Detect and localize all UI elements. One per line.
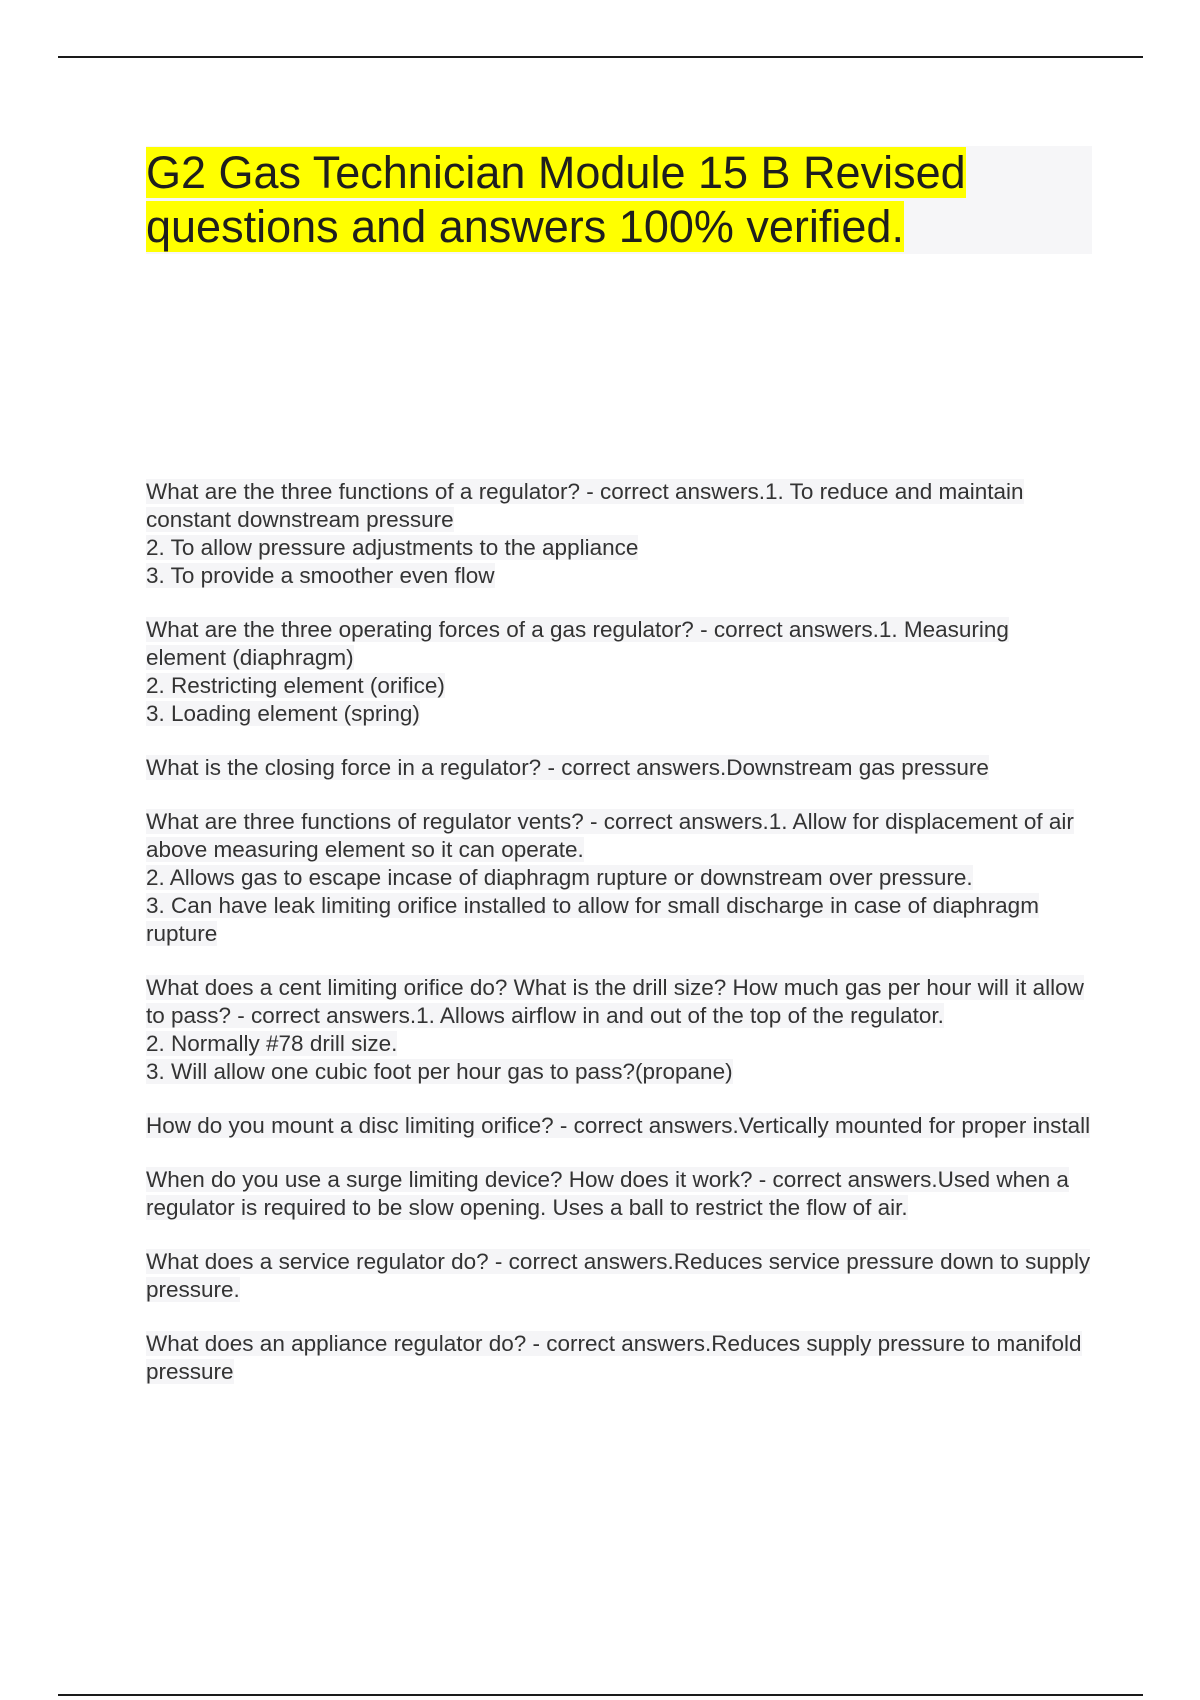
document-title [146, 146, 1092, 254]
title-block [146, 146, 1092, 254]
answer-line: 2. Normally #78 drill size. [146, 1031, 398, 1056]
answer-line: 3. To provide a smoother even flow [146, 563, 495, 588]
question-line: What does a service regulator do? - correct answers.Reduces service pressure down to supply pressure. [146, 1249, 1091, 1302]
question-line: What does an appliance regulator do? - correct answers.Reduces supply pressure to manifold pressure [146, 1331, 1082, 1384]
qa-item [146, 1166, 1092, 1222]
qa-item [146, 478, 1092, 590]
question-line: What are the three operating forces of a gas regulator? - correct answers.1. Measuring element (diaphragm) [146, 617, 1009, 670]
qa-list [146, 478, 1092, 1412]
bottom-rule [58, 1694, 1143, 1696]
title-highlight: G2 Gas Technician Module 15 B Revised questions and answers 100% verified. [146, 147, 966, 252]
answer-line: 2. To allow pressure adjustments to the appliance [146, 535, 639, 560]
qa-item [146, 1112, 1092, 1140]
question-line: What are three functions of regulator vents? - correct answers.1. Allow for displacement of air above measuring element so it can operate. [146, 809, 1074, 862]
qa-item [146, 974, 1092, 1086]
qa-item [146, 754, 1092, 782]
qa-item [146, 616, 1092, 728]
qa-item [146, 808, 1092, 948]
answer-line: 3. Can have leak limiting orifice installed to allow for small discharge in case of diaphragm rupture [146, 893, 1039, 946]
question-line: What are the three functions of a regulator? - correct answers.1. To reduce and maintain constant downstream pressure [146, 479, 1024, 532]
question-line: What is the closing force in a regulator? - correct answers.Downstream gas pressure [146, 755, 989, 780]
question-line: How do you mount a disc limiting orifice? - correct answers.Vertically mounted for proper install [146, 1113, 1091, 1138]
answer-line: 3. Will allow one cubic foot per hour gas to pass?(propane) [146, 1059, 733, 1084]
answer-line: 2. Restricting element (orifice) [146, 673, 445, 698]
answer-line: 2. Allows gas to escape incase of diaphragm rupture or downstream over pressure. [146, 865, 973, 890]
answer-line: 3. Loading element (spring) [146, 701, 420, 726]
question-line: When do you use a surge limiting device? How does it work? - correct answers.Used when a regulator is required to be slow opening. Uses a ball to restrict the flow of air. [146, 1167, 1069, 1220]
question-line: What does a cent limiting orifice do? What is the drill size? How much gas per hour will it allow to pass? - correct answers.1. Allows airflow in and out of the top of the regulator. [146, 975, 1084, 1028]
top-rule [58, 56, 1143, 58]
qa-item [146, 1330, 1092, 1386]
qa-item [146, 1248, 1092, 1304]
